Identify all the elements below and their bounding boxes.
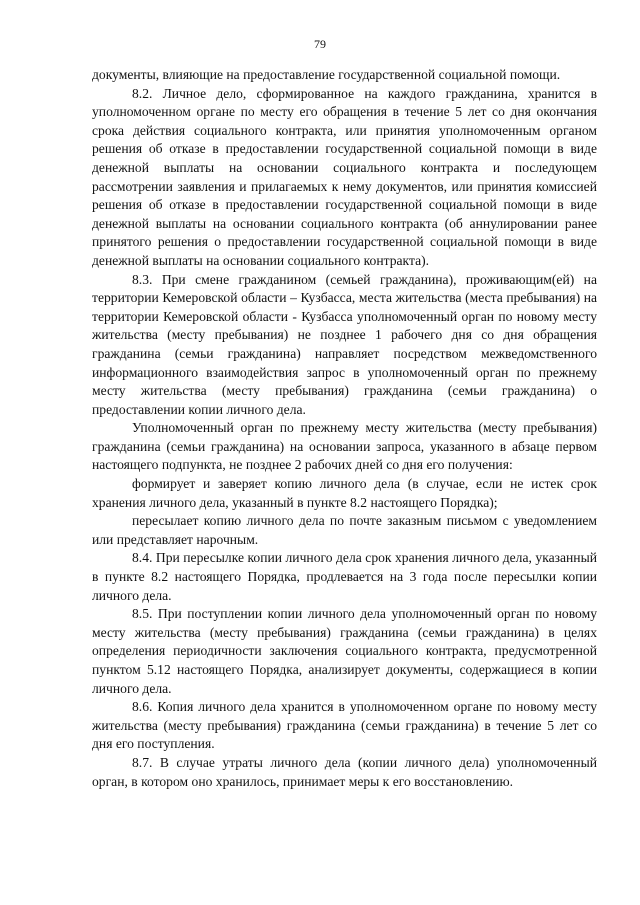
paragraph-8-5: 8.5. При поступлении копии личного дела уполномоченный орган по новому месту жительства (месту пребывания) гражданина (семьи гражданина) в целях определения периодичности заключения социального контракта, предусмотренной пунктом 5.12 настоящего Порядка, анализирует документы, содержащиеся в копии личного дела.	[92, 606, 597, 696]
paragraph-8-3: 8.3. При смене гражданином (семьей гражданина), проживающим(ей) на территории Кемеровской области – Кузбасса, места жительства (места пребывания) на территории Кемеровской области - Кузбасса уполномоченный орган по новому месту жительства (месту пребывания) не позднее 1 рабочего дня со дня обращения гражданина (семьи гражданина) направляет посредством межведомственного информационного взаимодействия запрос в уполномоченный орган по прежнему месту жительства (месту пребывания) гражданина (семьи гражданина) о предоставлении копии личного дела.	[92, 271, 597, 417]
paragraph-8-2: 8.2. Личное дело, сформированное на каждого гражданина, хранится в уполномоченном органе по месту его обращения в течение 5 лет со дня окончания срока действия социального контракта, или принятия уполномоченным органом решения об отказе в предоставлении государственной социальной помощи в виде денежной выплаты на основании социального контракта и последующем рассмотрении заявления и прилагаемых к нему документов, или принятия комиссией решения об отказе в предоставлении государственной социальной помощи в виде денежной выплаты на основании социального контракта (об аннулировании ранее принятого решения о предоставлении государственной социальной помощи в виде денежной выплаты на основании социального контракта).	[92, 85, 597, 268]
document-body	[92, 66, 597, 791]
paragraph-8-4: 8.4. При пересылке копии личного дела срок хранения личного дела, указанный в пункте 8.2 настоящего Порядка, продлевается на 3 года после пересылки копии личного дела.	[92, 550, 597, 603]
paragraph-8-3-sends-copy: пересылает копию личного дела по почте заказным письмом с уведомлением или представляет нарочным.	[92, 513, 597, 547]
paragraph-8-6: 8.6. Копия личного дела хранится в уполномоченном органе по новому месту жительства (месту пребывания) гражданина (семьи гражданина) в течение 5 лет со дня его поступления.	[92, 699, 597, 752]
paragraph-8-3-response: Уполномоченный орган по прежнему месту жительства (месту пребывания) гражданина (семьи гражданина) на основании запроса, указанного в абзаце первом настоящего подпункта, не позднее 2 рабочих дней со дня его получения:	[92, 420, 597, 473]
paragraph-8-3-forms-copy: формирует и заверяет копию личного дела (в случае, если не истек срок хранения личного дела, указанный в пункте 8.2 настоящего Порядка);	[92, 476, 597, 510]
paragraph-continuation: документы, влияющие на предоставление государственной социальной помощи.	[92, 67, 561, 82]
paragraph-8-7: 8.7. В случае утраты личного дела (копии личного дела) уполномоченный орган, в котором оно хранилось, принимает меры к его восстановлению.	[92, 754, 597, 789]
page-number: 79	[314, 37, 326, 51]
